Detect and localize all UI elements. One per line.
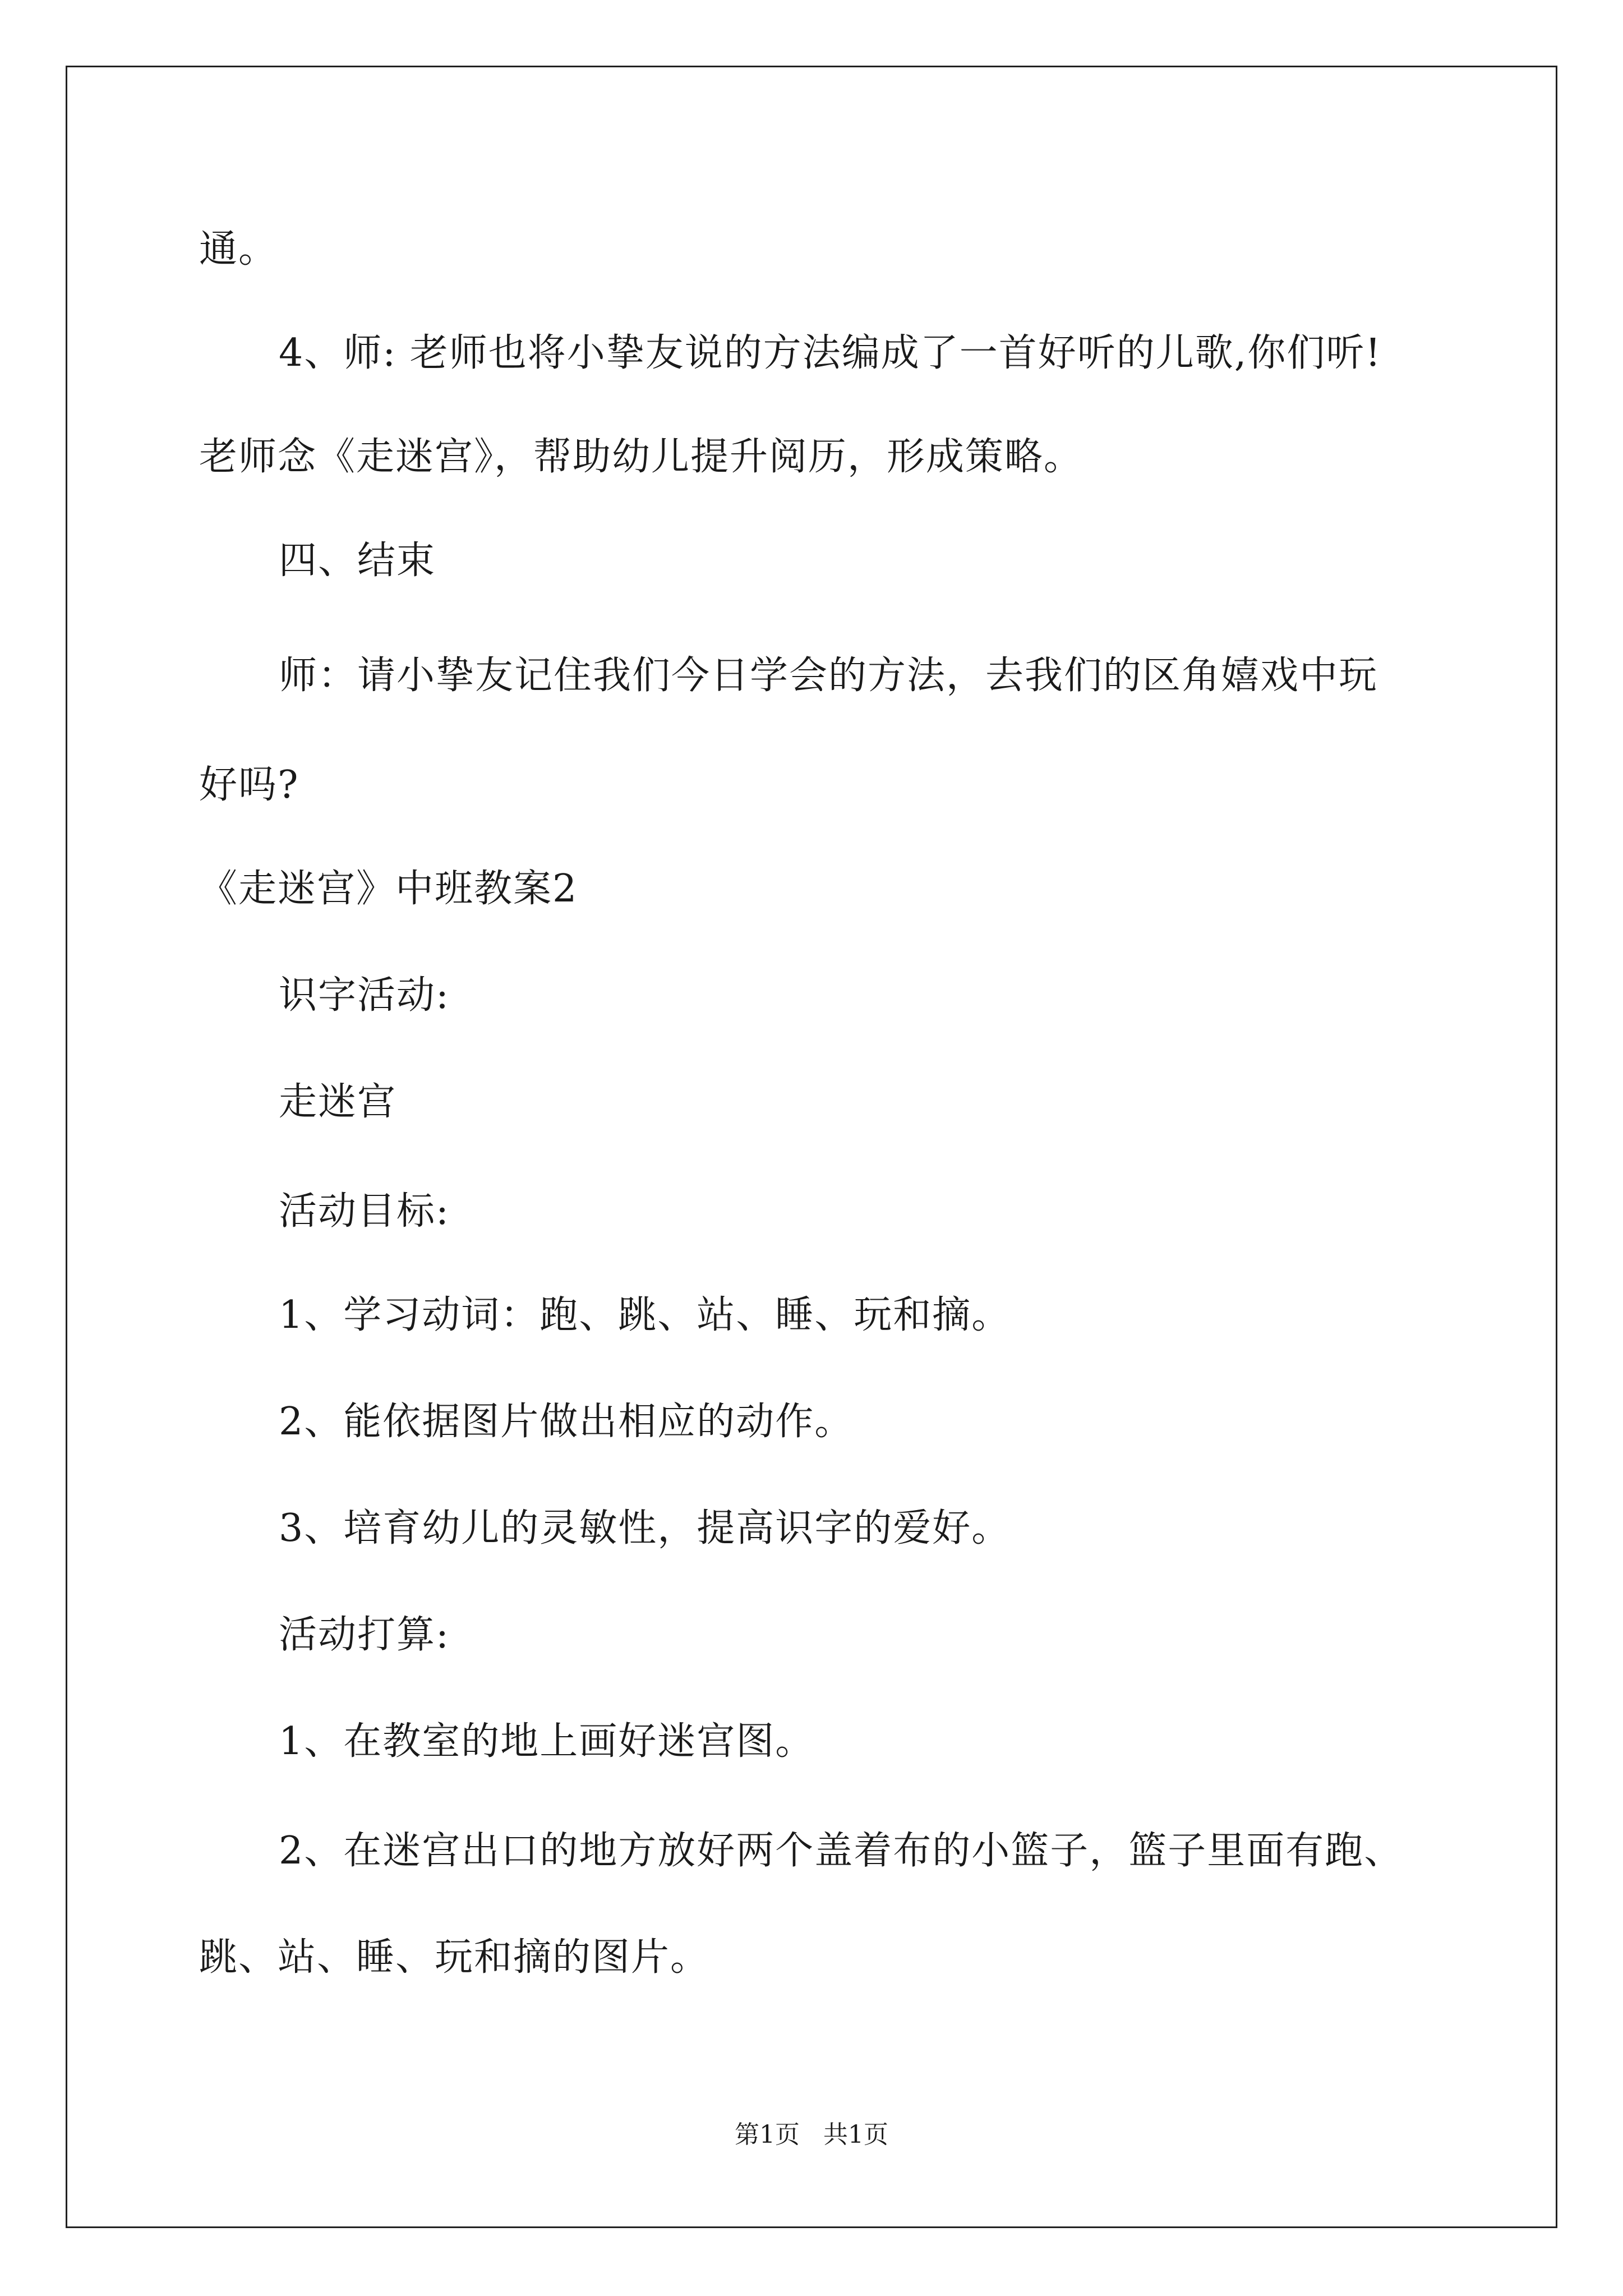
objective-item-2: 2、能依据图片做出相应的动作。 [279,1400,854,1444]
paragraph-closing-question: 好吗? [199,763,299,807]
activity-name: 走迷宫 [279,1080,397,1124]
activity-type-label: 识字活动: [279,973,450,1018]
preparation-item-2: 2、在迷宫出口的地方放好两个盖着布的小篮子，篮子里面有跑、 [279,1829,1404,1873]
preparation-heading: 活动打算: [279,1613,450,1657]
page-footer: 第1页 共1页 [735,2120,888,2149]
page-border [66,66,1557,2228]
preparation-item-1: 1、在教室的地上画好迷宫图。 [279,1719,815,1764]
section-heading-end: 四、结束 [279,539,436,583]
paragraph-teacher-closing: 师：请小挚友记住我们今日学会的方法，去我们的区角嬉戏中玩 [279,654,1378,698]
objective-item-3: 3、培育幼儿的灵敏性，提高识字的爱好。 [279,1506,1011,1550]
paragraph-teacher-reads: 老师念《走迷宫》，帮助幼儿提升阅历，形成策略。 [199,435,1083,479]
objectives-heading: 活动目标: [279,1189,450,1234]
objective-item-1: 1、学习动词：跑、跳、站、睡、玩和摘。 [279,1293,1011,1337]
paragraph-teacher-song: 4、师: 老师也将小挚友说的方法编成了一首好听的儿歌,你们听! [279,331,1382,375]
preparation-item-2-continued: 跳、站、睡、玩和摘的图片。 [199,1935,710,1980]
paragraph-continuation: 通。 [199,227,278,272]
lesson-plan-title: 《走迷宫》中班教案2 [199,867,578,911]
